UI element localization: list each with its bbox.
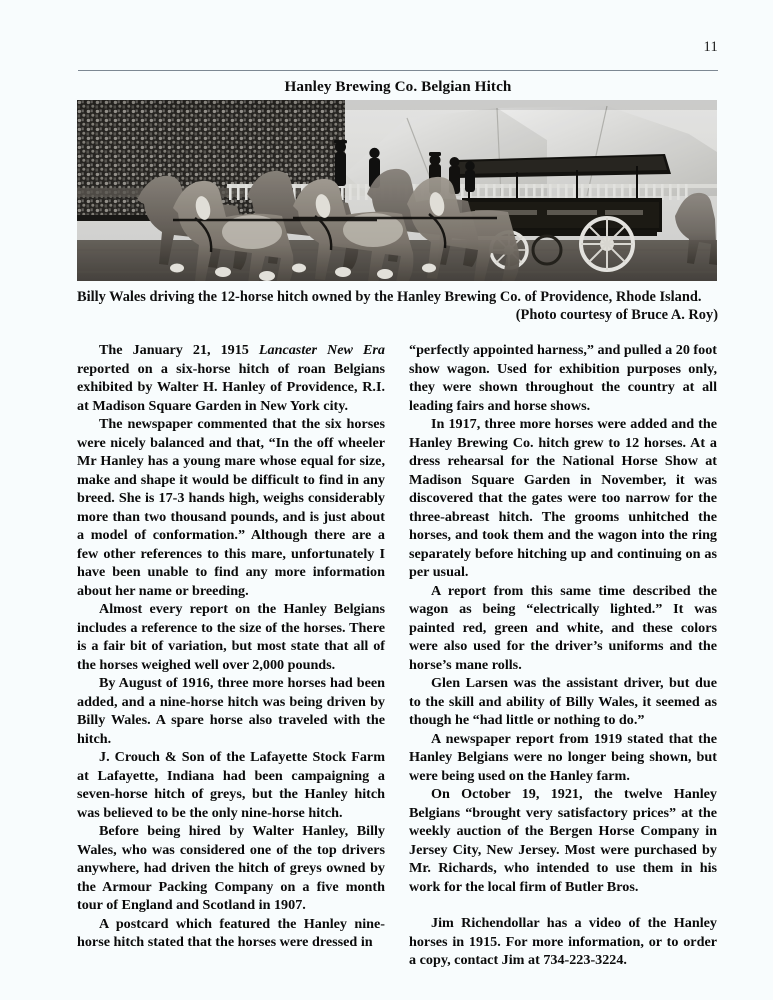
caption-text: Billy Wales driving the 12-horse hitch owned by the Hanley Brewing Co. of Providence, Rhode Island.	[77, 289, 702, 305]
page-number: 11	[703, 39, 718, 55]
header-divider	[78, 70, 718, 71]
figure-caption	[77, 288, 718, 325]
photo-credit: (Photo courtesy of Bruce A. Roy)	[515, 307, 718, 324]
paragraph-6: Before being hired by Walter Hanley, Billy Wales, who was considered one of the top drivers anywhere, had driven the hitch of greys owned by the Armour Packing Company on a five month tour of England and Scotland in 1907.	[77, 823, 385, 913]
page-header	[78, 40, 718, 96]
newspaper-title: Lancaster New Era	[258, 342, 385, 358]
para1-lead: The January 21, 1915	[99, 342, 259, 358]
paragraph-3: Almost every report on the Hanley Belgians includes a reference to the size of the horses. There is a fair bit of variation, but most state that all of the horses weighed well over 2,000 pounds.	[77, 601, 385, 673]
paragraph-7: A postcard which featured the Hanley nine-horse hitch stated that the horses were dressed in	[77, 915, 385, 950]
paragraph-1	[77, 341, 385, 415]
paragraph-2: The newspaper commented that the six horses were nicely balanced and that, “In the off wheeler Mr Hanley has a young mare whose equal for size, make and shape it would be difficult to find in any breed. She is 17-3 hands high, weighs considerably more than two thousand pounds, and is just about a model of conformation.” Although there are a few other references to this mare, unfortunately I have been unable to find any more information about her name or breeding.	[77, 416, 385, 599]
paragraph-13: On October 19, 1921, the twelve Hanley Belgians “brought very satisfactory prices” at the weekly auction of the Bergen Horse Company in Jersey City, New Jersey. Most were purchased by Mr. Richards, who intended to use them in his work for the local firm of Butler Bros.	[409, 786, 717, 895]
paragraph-14: Jim Richendollar has a video of the Hanley horses in 1915. For more information, or to order a copy, contact Jim at 734-223-3224.	[409, 915, 717, 968]
paragraph-5: J. Crouch & Son of the Lafayette Stock Farm at Lafayette, Indiana had been campaigning a seven-horse hitch of greys, but the Hanley hitch was believed to be the only nine-horse hitch.	[77, 749, 385, 821]
left-column	[77, 341, 385, 971]
right-column	[409, 341, 717, 971]
hitch-photograph	[77, 100, 717, 281]
paragraph-8: “perfectly appointed harness,” and pulled a 20 foot show wagon. Used for exhibition purposes only, they were shown throughout the country at all leading fairs and horse shows.	[409, 342, 717, 414]
para1-rest: reported on a six-horse hitch of roan Belgians exhibited by Walter H. Hanley of Providence, R.I. at Madison Square Garden in New York city.	[77, 360, 385, 414]
running-title: Hanley Brewing Co. Belgian Hitch	[284, 77, 512, 95]
paragraph-10: A report from this same time described the wagon as being “electrically lighted.” It was painted red, green and white, and these colors were also used for the driver’s uniforms and the horse’s mane rolls.	[409, 582, 717, 673]
paragraph-9: In 1917, three more horses were added and the Hanley Brewing Co. hitch grew to 12 horses. At a dress rehearsal for the National Horse Show at Madison Square Garden in November, it was discovered that the gates were too narrow for the three-abreast hitch. The grooms unhitched the horses, and took them and the wagon into the ring separately before hitching up and continuing on as per usual.	[409, 416, 717, 580]
paragraph-12: A newspaper report from 1919 stated that the Hanley Belgians were no longer being shown, but were being used on the Hanley farm.	[409, 730, 717, 784]
body-columns	[77, 341, 718, 971]
paragraph-11: Glen Larsen was the assistant driver, but due to the skill and ability of Billy Wales, it seemed as though he “had little or nothing to do.”	[409, 675, 717, 728]
photograph-figure	[77, 100, 717, 281]
paragraph-4: By August of 1916, three more horses had been added, and a nine-horse hitch was being driven by Billy Wales. A spare horse also traveled with the hitch.	[77, 675, 385, 747]
